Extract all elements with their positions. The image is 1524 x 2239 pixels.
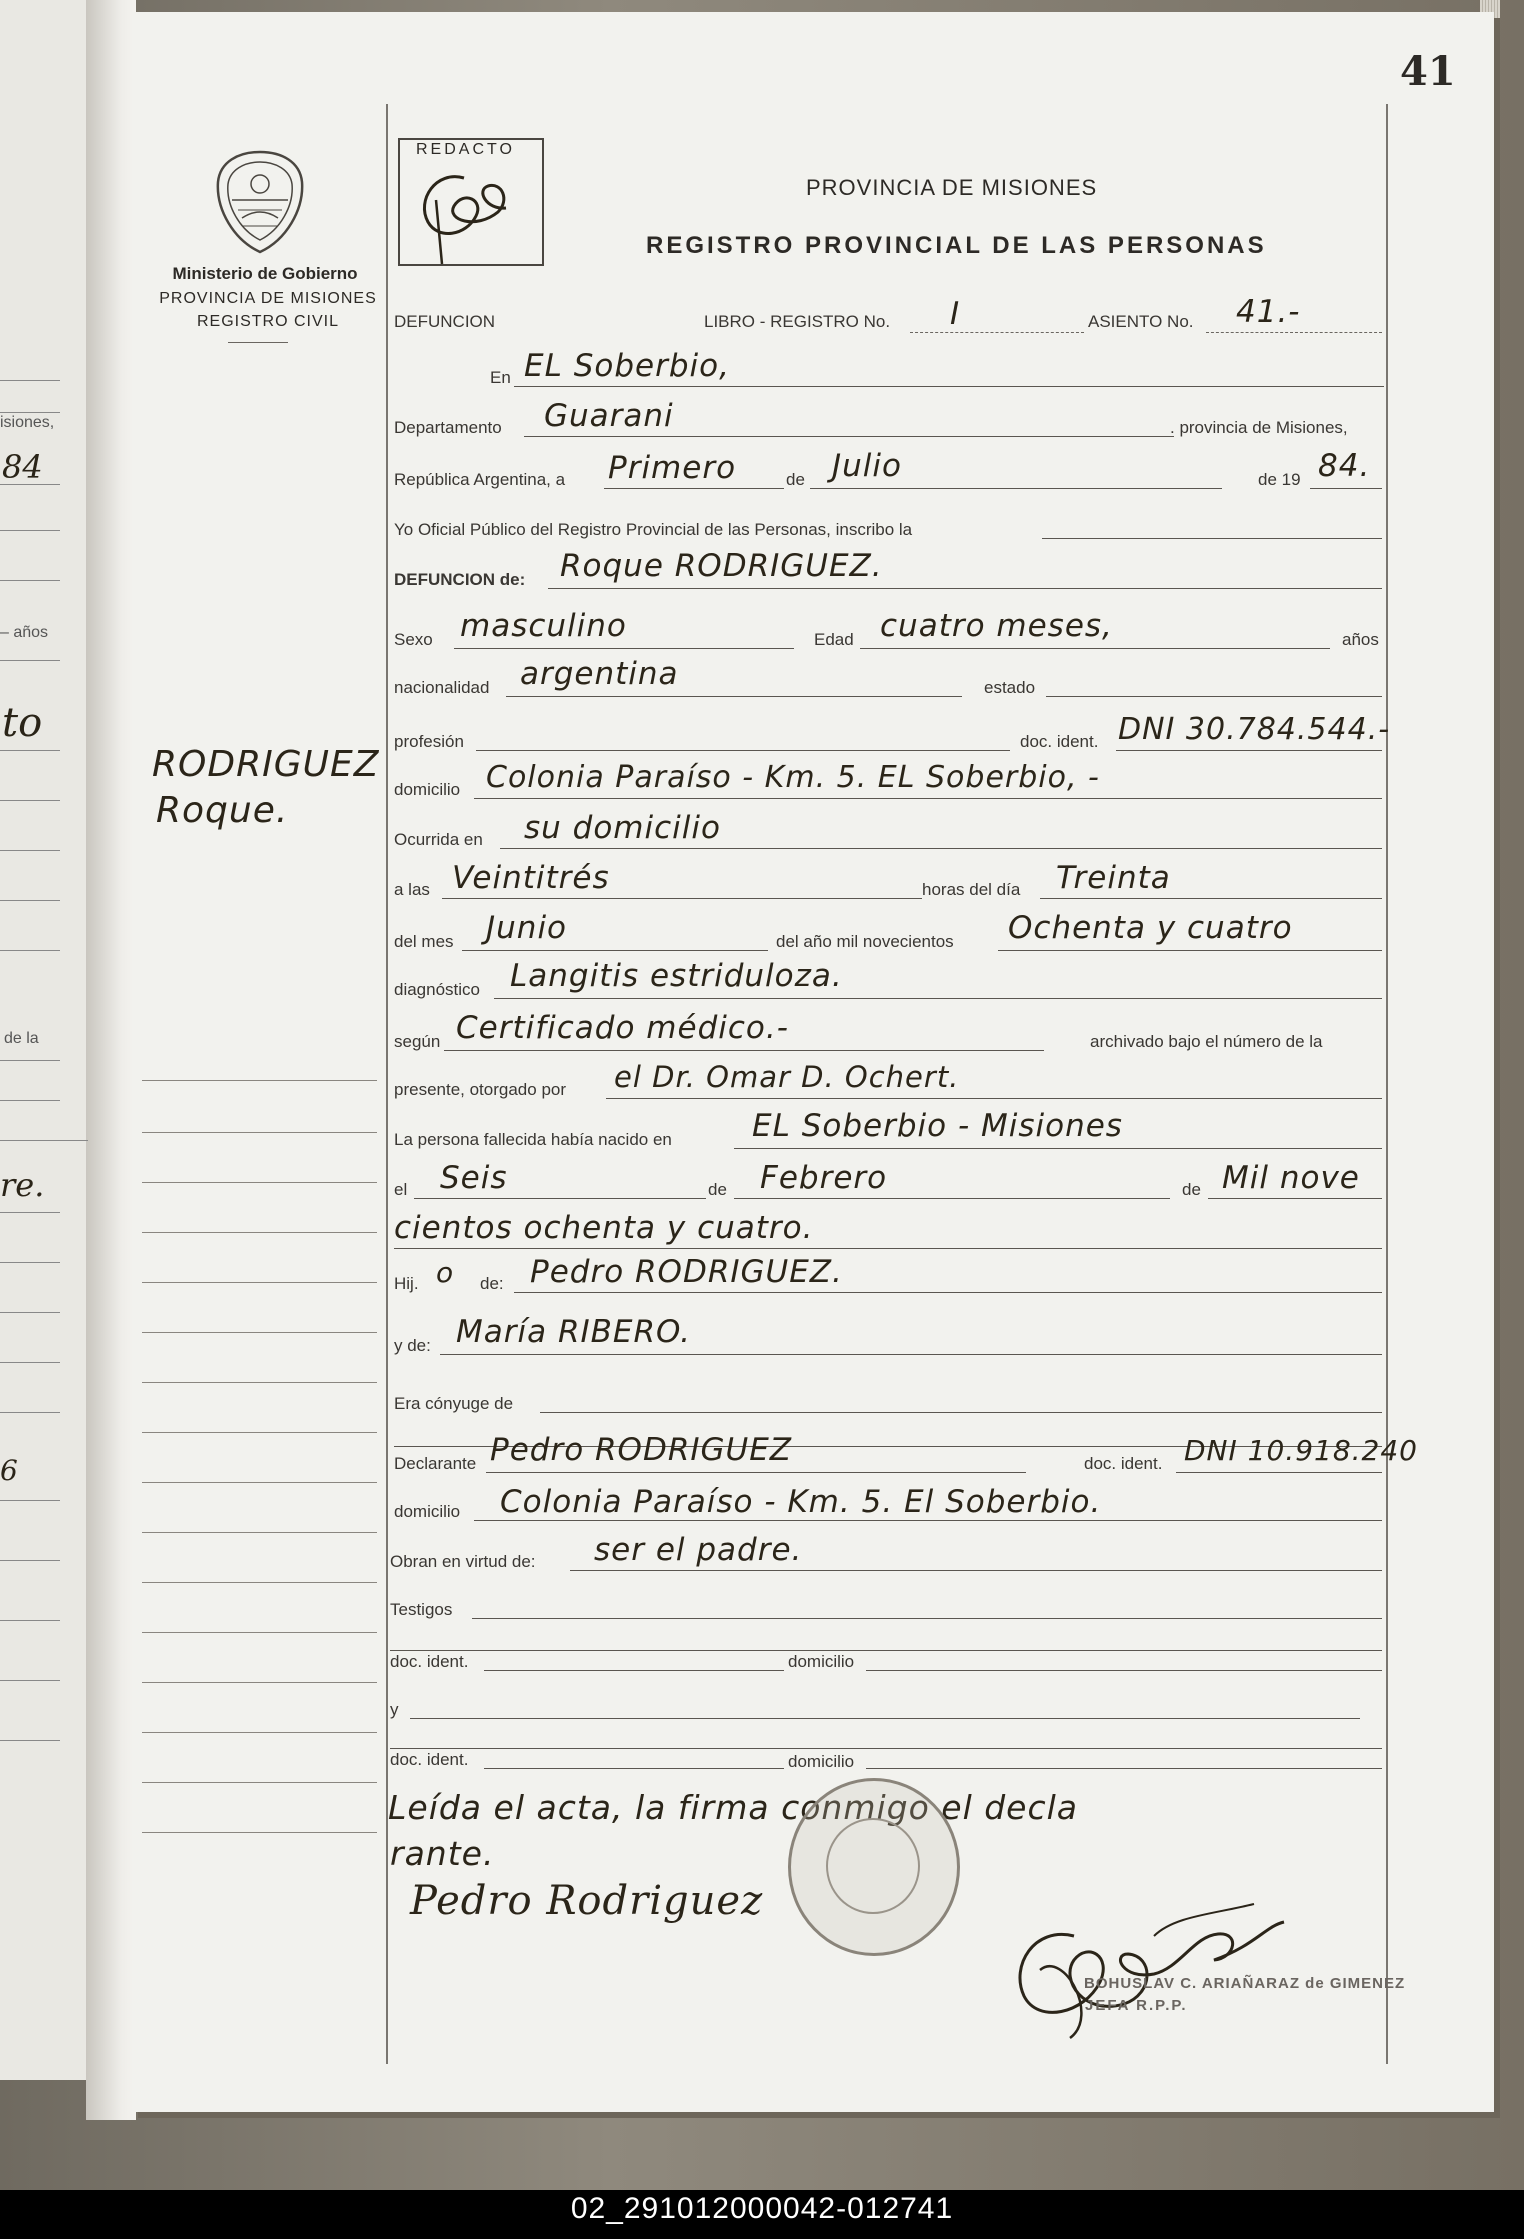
y-de-label: y de:	[394, 1336, 431, 1355]
asiento-line	[1206, 332, 1382, 333]
right-rule	[1386, 104, 1388, 2064]
diagnostico-line	[494, 998, 1382, 999]
hijo-line	[514, 1292, 1382, 1293]
continuacion-value: cientos ochenta y cuatro.	[394, 1210, 814, 1246]
dia-line	[604, 488, 784, 489]
diagnostico-label: diagnóstico	[394, 980, 481, 999]
doc-ident4-label: doc. ident.	[390, 1750, 469, 1769]
doc-ident2-value: DNI 10.918.240	[1184, 1434, 1418, 1467]
margin-line	[142, 1232, 377, 1233]
defuncion-de-line	[548, 588, 1382, 589]
ministry-name: Ministerio de Gobierno	[172, 264, 358, 283]
a-las-line	[442, 898, 922, 899]
hijo-label: Hij.	[394, 1274, 419, 1293]
yo-oficial-label: Yo Oficial Público del Registro Provincial de las Personas, inscribo la	[394, 520, 913, 539]
left-page-line	[0, 1620, 60, 1621]
departamento-line	[524, 436, 1174, 437]
el-value: Seis	[440, 1160, 508, 1196]
y-de-value: María RIBERO.	[456, 1314, 692, 1350]
presente-line	[606, 1098, 1382, 1099]
defuncion-de-label: DEFUNCION de:	[394, 570, 526, 589]
testigos-line	[472, 1618, 1382, 1619]
left-page-value-re: re.	[0, 1166, 45, 1204]
nacido-label: La persona fallecida había nacido en	[394, 1130, 672, 1149]
declarante-line	[486, 1472, 1026, 1473]
closing-line-1: Leída el acta, la firma conmigo el decla	[388, 1788, 1079, 1827]
official-stamp-name: BOHUSLAV C. ARIAÑARAZ de GIMENEZ	[1084, 1975, 1406, 1992]
page-number: 41	[1400, 48, 1456, 95]
doc-ident3-line	[484, 1670, 784, 1671]
left-page-line	[0, 1312, 60, 1313]
y-label: y	[390, 1700, 399, 1719]
left-page-line	[0, 1140, 88, 1141]
republica-label: República Argentina, a	[394, 470, 566, 489]
libro-value: I	[950, 296, 961, 332]
declarant-signature: Pedro Rodriguez	[410, 1878, 764, 1924]
anio-value: 84.	[1318, 448, 1371, 484]
doc-ident4-line	[484, 1768, 784, 1769]
left-page-line	[0, 580, 60, 581]
margin-line	[142, 1482, 377, 1483]
declarante-label: Declarante	[394, 1454, 477, 1473]
a-las-value: Veintitrés	[452, 860, 610, 896]
domicilio2-label: domicilio	[394, 1502, 461, 1521]
left-page-line	[0, 1060, 60, 1061]
del-mes-value: Junio	[486, 910, 568, 946]
left-page-line	[0, 1100, 60, 1101]
margin-line	[142, 1682, 377, 1683]
redacto-signature-icon	[406, 160, 536, 268]
conyuge-label: Era cónyuge de	[394, 1394, 514, 1413]
de19-label: de 19	[1258, 470, 1301, 489]
de-label: de	[786, 470, 805, 489]
redacto-label: REDACTO	[416, 141, 515, 158]
margin-line	[142, 1632, 377, 1633]
y-de-line	[440, 1354, 1382, 1355]
left-page-label-dela: de la	[4, 1030, 39, 1047]
sexo-value: masculino	[460, 608, 627, 644]
de2-label: de	[708, 1180, 727, 1199]
anio-mil-label: del año mil novecientos	[776, 932, 954, 951]
presente-label: presente, otorgado por	[394, 1080, 567, 1099]
province-title: PROVINCIA DE MISIONES	[806, 175, 1098, 200]
left-page-line	[0, 412, 60, 413]
asiento-value: 41.-	[1236, 294, 1301, 330]
left-page-line	[0, 950, 60, 951]
left-page-line	[0, 900, 60, 901]
testigos-line-2	[390, 1650, 1382, 1651]
en-label: En	[490, 368, 511, 387]
dia-value: Primero	[608, 450, 737, 486]
margin-line	[142, 1582, 377, 1583]
doc-ident-label: doc. ident.	[1020, 732, 1099, 751]
declarante-value: Pedro RODRIGUEZ	[490, 1432, 793, 1468]
nacionalidad-value: argentina	[520, 656, 679, 692]
profesion-label: profesión	[394, 732, 464, 751]
margin-line	[142, 1532, 377, 1533]
nacido-value: EL Soberbio - Misiones	[752, 1108, 1123, 1144]
left-page-value-6: 6	[0, 1454, 18, 1487]
left-page-line	[0, 1680, 60, 1681]
image-caption: 02_291012000042-012741	[570, 2192, 954, 2225]
doc-ident3-label: doc. ident.	[390, 1652, 469, 1671]
testigos-label: Testigos	[390, 1600, 453, 1619]
domicilio3-line	[866, 1670, 1382, 1671]
left-page-label-misiones: isiones,	[0, 414, 55, 431]
domicilio3-label: domicilio	[788, 1652, 855, 1671]
left-page-value-to: to	[2, 700, 43, 746]
domicilio4-line	[866, 1768, 1382, 1769]
edad-label: Edad	[814, 630, 854, 649]
edad-value: cuatro meses,	[880, 608, 1113, 644]
margin-line	[142, 1132, 377, 1133]
segun-line	[444, 1050, 1044, 1051]
margin-line	[142, 1182, 377, 1183]
ocurrida-value: su domicilio	[524, 810, 721, 846]
anio-line	[1310, 488, 1382, 489]
segun-label: según	[394, 1032, 441, 1051]
y-line-2	[390, 1748, 1382, 1749]
horas-value: Treinta	[1056, 860, 1171, 896]
de3-line	[1208, 1198, 1382, 1199]
margin-line	[142, 1782, 377, 1783]
margin-line	[142, 1080, 377, 1081]
margin-line	[142, 1382, 377, 1383]
de2-line	[734, 1198, 1170, 1199]
hijo-value: Pedro RODRIGUEZ.	[530, 1254, 843, 1290]
margin-line	[142, 1832, 377, 1833]
left-page-line	[0, 850, 60, 851]
left-page-line	[0, 1212, 60, 1213]
margin-line	[142, 1282, 377, 1283]
obran-label: Obran en virtud de:	[390, 1552, 536, 1571]
left-page-line	[0, 1500, 60, 1501]
obran-value: ser el padre.	[594, 1532, 803, 1568]
margin-note-surname: RODRIGUEZ	[152, 744, 380, 785]
domicilio-label: domicilio	[394, 780, 461, 799]
estado-label: estado	[984, 678, 1036, 697]
nacionalidad-line	[506, 696, 962, 697]
de2-value: Febrero	[760, 1160, 888, 1196]
left-page-line	[0, 800, 60, 801]
presente-value: el Dr. Omar D. Ochert.	[614, 1060, 960, 1094]
ocurrida-label: Ocurrida en	[394, 830, 483, 849]
left-page-value-84: 84	[2, 448, 43, 486]
obran-line	[570, 1570, 1382, 1571]
a-las-label: a las	[394, 880, 430, 899]
archivado-label: archivado bajo el número de la	[1090, 1032, 1323, 1051]
left-page-label-anos: – años	[0, 624, 49, 641]
provincia-label: . provincia de Misiones,	[1170, 418, 1348, 437]
horas-line	[1040, 898, 1382, 899]
hijo-suffix: o	[436, 1256, 455, 1289]
mes-line	[810, 488, 1222, 489]
left-page-line	[0, 750, 60, 751]
edad-line	[860, 648, 1330, 649]
asiento-label: ASIENTO No.	[1088, 312, 1194, 331]
continuacion-line	[394, 1248, 1382, 1249]
left-page-line	[0, 1560, 60, 1561]
domicilio2-value: Colonia Paraíso - Km. 5. El Soberbio.	[500, 1484, 1102, 1520]
hijo-de-label: de:	[480, 1274, 504, 1293]
official-signature-icon	[1004, 1896, 1294, 2046]
de3-label: de	[1182, 1180, 1201, 1199]
el-line	[414, 1198, 706, 1199]
ministry-divider	[228, 342, 288, 343]
left-page-line	[0, 1412, 60, 1413]
doc-ident2-label: doc. ident.	[1084, 1454, 1163, 1473]
defuncion-de-value: Roque RODRIGUEZ.	[560, 548, 883, 584]
del-mes-line	[462, 950, 768, 951]
left-page-line	[0, 530, 60, 531]
official-stamp-inner-ring	[826, 1818, 920, 1914]
de3-value: Mil nove	[1222, 1160, 1360, 1196]
anos-label: años	[1342, 630, 1379, 649]
nacionalidad-label: nacionalidad	[394, 678, 490, 697]
margin-note-given-name: Roque.	[156, 790, 289, 831]
doc-ident2-line	[1176, 1472, 1382, 1473]
left-page-line	[0, 484, 60, 485]
doc-ident-value: DNI 30.784.544.-	[1118, 712, 1391, 747]
coat-of-arms-icon	[212, 148, 308, 256]
anio-mil-value: Ochenta y cuatro	[1008, 910, 1293, 946]
en-line	[514, 386, 1384, 387]
margin-rule	[386, 104, 388, 2064]
anio-mil-line	[998, 950, 1382, 951]
sexo-line	[454, 648, 794, 649]
doc-ident-line	[1116, 750, 1382, 751]
domicilio-line	[474, 798, 1382, 799]
domicilio2-line	[474, 1520, 1382, 1521]
conyuge-line	[540, 1412, 1382, 1413]
departamento-value: Guarani	[544, 398, 674, 434]
domicilio-value: Colonia Paraíso - Km. 5. EL Soberbio, -	[486, 760, 1100, 795]
estado-line	[1046, 696, 1382, 697]
left-page-line	[0, 1262, 60, 1263]
en-value: EL Soberbio,	[524, 348, 730, 384]
margin-line	[142, 1332, 377, 1333]
el-label: el	[394, 1180, 408, 1199]
registry-title: REGISTRO PROVINCIAL DE LAS PERSONAS	[646, 232, 1267, 259]
left-page-line	[0, 660, 60, 661]
diagnostico-value: Langitis estriduloza.	[510, 958, 843, 994]
domicilio4-label: domicilio	[788, 1752, 855, 1771]
margin-line	[142, 1732, 377, 1733]
horas-label: horas del día	[922, 880, 1021, 899]
ministry-registry: REGISTRO CIVIL	[196, 313, 340, 330]
official-stamp-title: JEFA R.P.P.	[1085, 1997, 1188, 2014]
left-page-line	[0, 1362, 60, 1363]
yo-oficial-line	[1042, 538, 1382, 539]
left-page-line	[0, 380, 60, 381]
departamento-label: Departamento	[394, 418, 502, 437]
y-line	[410, 1718, 1360, 1719]
margin-line	[142, 1432, 377, 1433]
ocurrida-line	[500, 848, 1382, 849]
profesion-line	[476, 750, 1010, 751]
segun-value: Certificado médico.-	[456, 1010, 789, 1046]
del-mes-label: del mes	[394, 932, 454, 951]
libro-line	[910, 332, 1084, 333]
book-gutter	[86, 0, 136, 2120]
ministry-province: PROVINCIA DE MISIONES	[159, 290, 377, 307]
libro-label: LIBRO - REGISTRO No.	[704, 312, 891, 331]
sexo-label: Sexo	[394, 630, 433, 649]
nacido-line	[734, 1148, 1382, 1149]
left-page-line	[0, 1740, 60, 1741]
closing-line-2: rante.	[390, 1834, 495, 1873]
form-title-label: DEFUNCION	[394, 312, 496, 331]
mes-value: Julio	[832, 448, 902, 484]
